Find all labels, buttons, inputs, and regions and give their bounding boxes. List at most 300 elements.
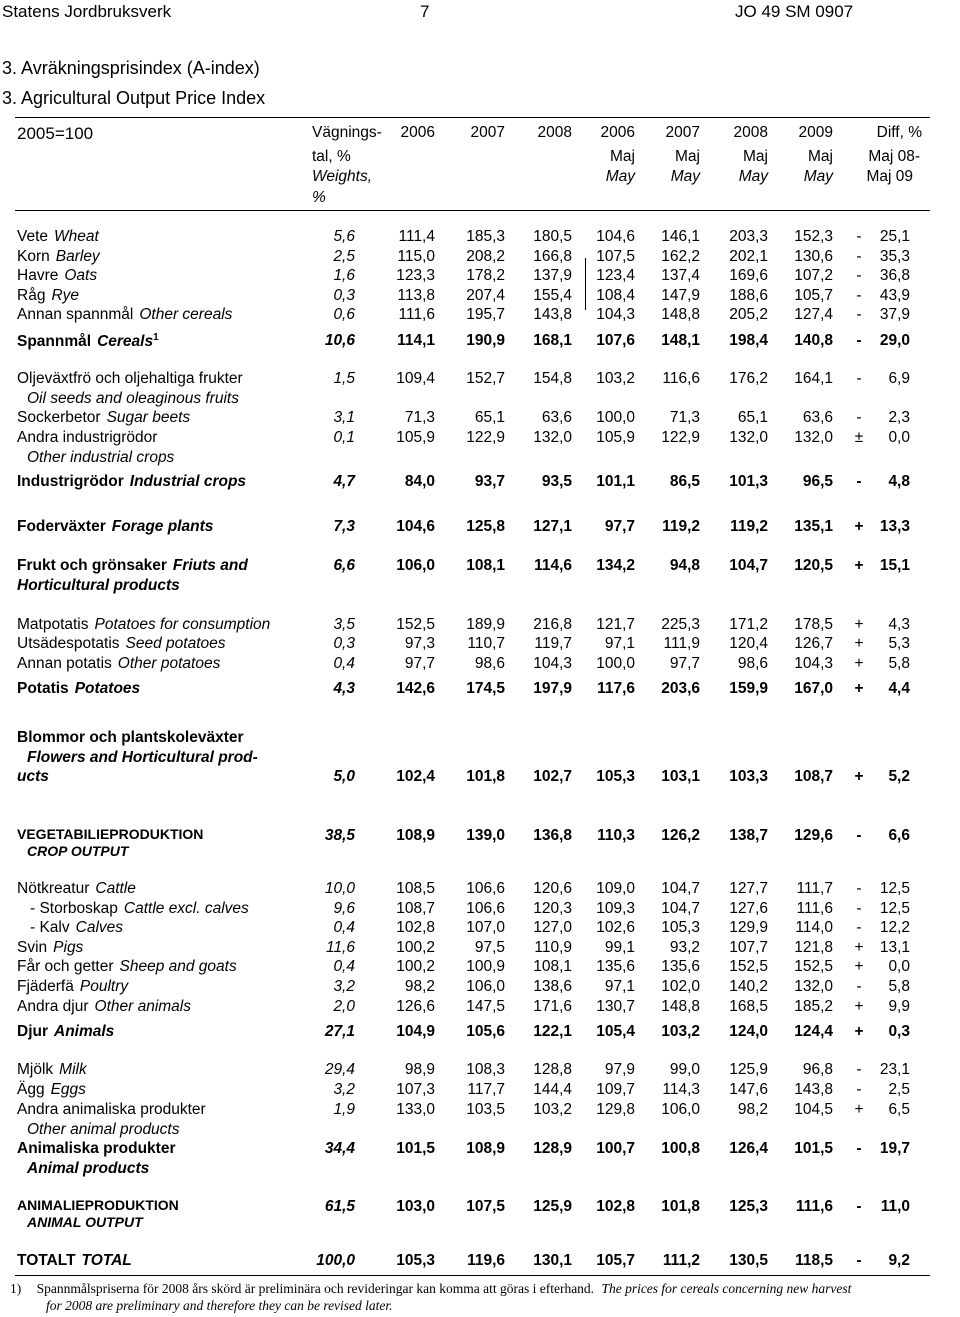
index-value: 105,3 xyxy=(396,1252,435,1269)
weight-value: 0,4 xyxy=(333,958,355,975)
row-label xyxy=(17,958,237,976)
row-label-english: Forage plants xyxy=(111,518,214,535)
index-value: 97,9 xyxy=(604,1061,635,1078)
index-value: 130,7 xyxy=(596,998,635,1015)
index-value: 118,5 xyxy=(795,1252,833,1269)
col-header-may-2007-en: May xyxy=(670,168,700,185)
row-label-swedish: - Storboskap xyxy=(30,900,118,917)
index-value: 208,2 xyxy=(466,248,505,265)
index-value: 146,1 xyxy=(661,228,700,245)
weight-value: 2,5 xyxy=(333,248,355,265)
diff-value: 2,5 xyxy=(888,1081,910,1098)
index-value: 71,3 xyxy=(404,409,435,426)
index-value: 125,9 xyxy=(729,1061,768,1078)
table-row xyxy=(0,880,960,900)
weight-value: 1,5 xyxy=(333,370,355,387)
index-value: 127,6 xyxy=(729,900,768,917)
animal-output-label-sv: ANIMALIEPRODUKTION xyxy=(17,1197,179,1213)
index-value: 108,5 xyxy=(396,880,435,897)
diff-sign: + xyxy=(854,616,864,633)
table-row xyxy=(0,900,960,920)
col-header-may-2006-en: May xyxy=(605,168,635,185)
index-value: 135,6 xyxy=(596,958,635,975)
index-value: 63,6 xyxy=(802,409,833,426)
table-header-rule xyxy=(15,210,930,211)
index-value: 111,6 xyxy=(795,1198,833,1215)
index-value: 107,7 xyxy=(729,939,768,956)
col-header-diff-l2: Maj 08- xyxy=(868,148,920,165)
index-value: 152,5 xyxy=(396,616,435,633)
row-label-swedish: Matpotatis xyxy=(17,616,89,633)
row-label xyxy=(17,518,213,536)
index-value: 116,6 xyxy=(662,370,700,387)
index-value: 107,5 xyxy=(596,248,635,265)
index-value: 132,0 xyxy=(729,429,768,446)
diff-value: 5,8 xyxy=(888,978,910,995)
footnote xyxy=(10,1281,851,1297)
index-value: 111,4 xyxy=(398,228,435,245)
row-label-english-line2: Other animal products xyxy=(27,1121,180,1138)
index-value: 103,2 xyxy=(661,1023,700,1040)
index-value: 100,7 xyxy=(596,1140,635,1157)
index-value: 114,0 xyxy=(795,919,833,936)
diff-sign: - xyxy=(856,1198,862,1215)
table-row xyxy=(0,306,960,326)
index-value: 102,0 xyxy=(661,978,700,995)
row-label xyxy=(17,409,190,427)
row-label-english: Rye xyxy=(51,287,80,304)
weight-value: 29,4 xyxy=(324,1061,355,1078)
diff-sign: - xyxy=(856,1252,862,1269)
diff-value: 43,9 xyxy=(879,287,910,304)
col-header-may-2009-sv: Maj xyxy=(808,148,833,165)
index-value: 104,6 xyxy=(396,518,435,535)
index-value: 174,5 xyxy=(466,680,505,697)
row-label xyxy=(17,655,220,673)
table-row xyxy=(0,939,960,959)
index-value: 132,0 xyxy=(794,429,833,446)
table-top-rule xyxy=(15,117,930,118)
diff-value: 12,5 xyxy=(879,880,910,897)
row-label xyxy=(17,1023,114,1041)
weight-value: 2,0 xyxy=(333,998,355,1015)
index-value: 143,8 xyxy=(533,306,572,323)
row-label-swedish: TOTALT xyxy=(17,1252,76,1269)
diff-sign: - xyxy=(856,978,862,995)
index-value: 134,2 xyxy=(596,557,635,574)
index-value: 137,4 xyxy=(661,267,700,284)
index-value: 105,7 xyxy=(596,1252,635,1269)
table-row xyxy=(0,429,960,466)
row-label-english: Calves xyxy=(75,919,124,936)
index-value: 103,0 xyxy=(396,1198,435,1215)
weight-value: 3,1 xyxy=(333,409,355,426)
index-value: 97,1 xyxy=(604,635,635,652)
index-value: 114,3 xyxy=(662,1081,700,1098)
table-row xyxy=(0,680,960,700)
index-value: 129,9 xyxy=(729,919,768,936)
index-value: 71,3 xyxy=(669,409,700,426)
index-value: 100,2 xyxy=(396,939,435,956)
index-value: 109,3 xyxy=(596,900,635,917)
page-header-left: Statens Jordbruksverk xyxy=(2,2,172,21)
index-value: 107,5 xyxy=(466,1198,505,1215)
index-value: 104,5 xyxy=(794,1101,833,1118)
row-label-swedish: Frukt och grönsaker xyxy=(17,557,167,574)
index-value: 121,8 xyxy=(794,939,833,956)
index-value: 105,4 xyxy=(596,1023,635,1040)
diff-sign: - xyxy=(856,473,862,490)
weight-value: 0,3 xyxy=(333,287,355,304)
table-row xyxy=(0,616,960,636)
diff-value: 0,0 xyxy=(888,958,910,975)
flowers-label-en-l1: Flowers and Horticultural prod- xyxy=(27,749,258,766)
row-label-swedish: Oljeväxtfrö och oljehaltiga frukter xyxy=(17,370,243,387)
col-header-2008: 2008 xyxy=(537,124,572,141)
index-value: 125,9 xyxy=(533,1198,572,1215)
weights-header-l3: Weights, xyxy=(312,168,373,185)
index-value: 97,3 xyxy=(404,635,435,652)
index-value: 135,1 xyxy=(794,518,833,535)
row-label-english: TOTAL xyxy=(81,1252,132,1269)
index-value: 106,0 xyxy=(661,1101,700,1118)
weight-value: 6,6 xyxy=(333,557,355,574)
col-header-may-2008-year: 2008 xyxy=(733,124,768,141)
index-value: 107,0 xyxy=(466,919,505,936)
index-value: 119,6 xyxy=(467,1252,505,1269)
index-value: 159,9 xyxy=(729,680,768,697)
row-label-swedish: Korn xyxy=(17,248,50,265)
index-value: 188,6 xyxy=(729,287,768,304)
index-value: 108,9 xyxy=(466,1140,505,1157)
table-row xyxy=(0,287,960,307)
index-value: 152,7 xyxy=(466,370,505,387)
base-label: 2005=100 xyxy=(17,124,94,143)
row-label-swedish: Sockerbetor xyxy=(17,409,101,426)
diff-value: 23,1 xyxy=(879,1061,910,1078)
row-label-english: Oats xyxy=(64,267,98,284)
index-value: 100,8 xyxy=(661,1140,700,1157)
index-value: 106,0 xyxy=(396,557,435,574)
index-value: 114,1 xyxy=(397,332,435,349)
index-value: 139,0 xyxy=(466,827,505,844)
index-value: 127,7 xyxy=(729,880,768,897)
index-value: 107,3 xyxy=(396,1081,435,1098)
index-value: 152,5 xyxy=(794,958,833,975)
weight-value: 61,5 xyxy=(324,1198,355,1215)
row-label-english: Seed potatoes xyxy=(125,635,226,652)
index-value: 101,5 xyxy=(396,1140,435,1157)
index-value: 100,0 xyxy=(596,409,635,426)
row-label-swedish: Fjäderfä xyxy=(17,978,74,995)
index-value: 94,8 xyxy=(669,557,700,574)
index-value: 167,0 xyxy=(794,680,833,697)
index-value: 127,0 xyxy=(533,919,572,936)
diff-sign: - xyxy=(856,409,862,426)
index-value: 102,8 xyxy=(396,919,435,936)
table-row xyxy=(0,370,960,407)
index-value: 203,3 xyxy=(729,228,768,245)
page-number: 7 xyxy=(420,2,430,21)
row-label-swedish: Spannmål xyxy=(17,333,92,351)
index-value: 108,4 xyxy=(596,287,635,304)
row-label xyxy=(17,635,226,653)
index-value: 107,2 xyxy=(794,267,833,284)
row-label-english: Sugar beets xyxy=(106,409,191,426)
diff-sign: - xyxy=(856,1061,862,1078)
row-label-swedish: Ägg xyxy=(17,1081,45,1098)
index-value: 110,7 xyxy=(467,635,505,652)
row-label-english: Potatoes xyxy=(74,680,141,697)
weight-value: 100,0 xyxy=(316,1252,355,1269)
row-label xyxy=(17,248,100,266)
index-value: 105,7 xyxy=(794,287,833,304)
row-label-english-line2: Oil seeds and oleaginous fruits xyxy=(27,390,239,407)
diff-value: 9,9 xyxy=(888,998,910,1015)
index-value: 110,3 xyxy=(597,827,635,844)
index-value: 122,9 xyxy=(466,429,505,446)
col-header-may-2007-sv: Maj xyxy=(675,148,700,165)
index-value: 96,5 xyxy=(802,473,833,490)
row-label-english-line2: Animal products xyxy=(27,1160,150,1177)
diff-sign: - xyxy=(856,332,862,349)
index-value: 108,7 xyxy=(396,900,435,917)
weight-value: 10,0 xyxy=(324,880,355,897)
title-english: 3. Agricultural Output Price Index xyxy=(2,88,266,108)
col-header-may-2008-en: May xyxy=(738,168,768,185)
index-value: 176,2 xyxy=(729,370,768,387)
row-label-swedish: Mjölk xyxy=(17,1061,54,1078)
index-value: 63,6 xyxy=(541,409,572,426)
diff-sign: + xyxy=(854,635,864,652)
index-value: 98,9 xyxy=(404,1061,435,1078)
index-value: 102,4 xyxy=(396,768,435,785)
table-row xyxy=(0,655,960,675)
row-label xyxy=(17,473,246,491)
row-label xyxy=(17,1140,176,1158)
index-value: 147,9 xyxy=(661,287,700,304)
weight-value: 3,5 xyxy=(333,616,355,633)
index-value: 148,1 xyxy=(661,332,700,349)
index-value: 102,8 xyxy=(596,1198,635,1215)
diff-sign: + xyxy=(854,1101,864,1118)
col-header-diff-l3: Maj 09 xyxy=(866,168,913,185)
row-label-swedish: Havre xyxy=(17,267,59,284)
row-label xyxy=(17,1061,87,1079)
weight-value: 3,2 xyxy=(333,978,355,995)
diff-sign: - xyxy=(856,228,862,245)
row-label-english-line2: Horticultural products xyxy=(17,577,180,594)
index-value: 119,7 xyxy=(534,635,572,652)
row-label xyxy=(17,287,79,305)
col-header-may-2006-year: 2006 xyxy=(600,124,635,141)
diff-value: 6,6 xyxy=(888,827,910,844)
index-value: 143,8 xyxy=(794,1081,833,1098)
diff-value: 11,0 xyxy=(880,1198,910,1215)
diff-sign: + xyxy=(854,557,864,574)
row-label xyxy=(17,680,140,698)
index-value: 202,1 xyxy=(729,248,768,265)
diff-sign: + xyxy=(854,655,864,672)
footnote-swedish: Spannmålspriserna för 2008 års skörd är preliminära och revideringar kan komma att göras i efterhand. xyxy=(36,1281,595,1296)
index-value: 104,7 xyxy=(661,880,700,897)
table-row xyxy=(0,248,960,268)
index-value: 125,3 xyxy=(729,1198,768,1215)
table-bottom-rule xyxy=(15,1275,930,1276)
index-value: 105,3 xyxy=(661,919,700,936)
index-value: 65,1 xyxy=(474,409,505,426)
index-value: 109,4 xyxy=(396,370,435,387)
index-value: 106,0 xyxy=(466,978,505,995)
row-label-swedish: Annan spannmål xyxy=(17,306,134,323)
diff-value: 12,5 xyxy=(879,900,910,917)
index-value: 154,8 xyxy=(533,370,572,387)
index-value: 152,3 xyxy=(794,228,833,245)
index-value: 123,4 xyxy=(596,267,635,284)
index-value: 120,3 xyxy=(533,900,572,917)
weight-value: 5,0 xyxy=(333,768,355,785)
row-label-english: Potatoes for consumption xyxy=(94,616,271,633)
table-row xyxy=(0,919,960,939)
diff-value: 4,4 xyxy=(888,680,910,697)
index-value: 124,0 xyxy=(729,1023,768,1040)
index-value: 98,6 xyxy=(474,655,505,672)
diff-value: 5,8 xyxy=(888,655,910,672)
index-value: 111,2 xyxy=(662,1252,700,1269)
index-value: 124,4 xyxy=(794,1023,833,1040)
index-value: 106,6 xyxy=(466,900,505,917)
crop-output-label-en: CROP OUTPUT xyxy=(27,843,129,859)
diff-value: 13,1 xyxy=(879,939,910,956)
diff-value: 35,3 xyxy=(879,248,910,265)
index-value: 185,2 xyxy=(794,998,833,1015)
index-value: 126,4 xyxy=(729,1140,768,1157)
flowers-label-en-l2: ucts xyxy=(17,768,49,785)
row-label-english: Eggs xyxy=(50,1081,86,1098)
index-value: 110,9 xyxy=(534,939,572,956)
index-value: 152,5 xyxy=(729,958,768,975)
index-value: 104,3 xyxy=(794,655,833,672)
row-label xyxy=(17,1252,132,1270)
col-header-may-2008-sv: Maj xyxy=(743,148,768,165)
table-row xyxy=(0,518,960,538)
diff-sign: - xyxy=(856,900,862,917)
index-value: 122,1 xyxy=(533,1023,572,1040)
index-value: 93,2 xyxy=(669,939,700,956)
index-value: 121,7 xyxy=(596,616,635,633)
diff-sign: ± xyxy=(854,429,864,446)
weight-value: 4,7 xyxy=(333,473,355,490)
index-value: 104,7 xyxy=(729,557,768,574)
table-row xyxy=(0,409,960,429)
row-label-english: Wheat xyxy=(54,228,99,245)
index-value: 114,6 xyxy=(534,557,572,574)
index-value: 162,2 xyxy=(661,248,700,265)
index-value: 93,7 xyxy=(474,473,505,490)
index-value: 123,3 xyxy=(396,267,435,284)
index-value: 105,9 xyxy=(396,429,435,446)
row-label-english: Cereals xyxy=(97,333,154,351)
index-value: 130,1 xyxy=(533,1252,572,1269)
row-label-swedish: Andra animaliska produkter xyxy=(17,1101,206,1118)
index-value: 169,6 xyxy=(729,267,768,284)
index-value: 101,8 xyxy=(466,768,505,785)
index-value: 100,2 xyxy=(396,958,435,975)
index-value: 108,3 xyxy=(466,1061,505,1078)
index-value: 164,1 xyxy=(794,370,833,387)
index-value: 138,7 xyxy=(729,827,768,844)
col-header-may-2007-year: 2007 xyxy=(665,124,700,141)
index-value: 98,6 xyxy=(737,655,768,672)
index-value: 97,7 xyxy=(404,655,435,672)
weight-value: 4,3 xyxy=(333,680,355,697)
row-label-swedish: - Kalv xyxy=(30,919,70,936)
index-value: 132,0 xyxy=(533,429,572,446)
index-value: 130,5 xyxy=(729,1252,768,1269)
diff-sign: + xyxy=(854,998,864,1015)
weight-value: 11,6 xyxy=(325,939,355,956)
index-value: 108,7 xyxy=(794,768,833,785)
index-value: 108,1 xyxy=(466,557,505,574)
weights-header-l1: Vägnings- xyxy=(312,124,382,141)
diff-value: 0,0 xyxy=(888,429,910,446)
col-header-2007: 2007 xyxy=(470,124,505,141)
row-label xyxy=(17,267,97,285)
table-row xyxy=(0,332,960,352)
row-label-swedish: Djur xyxy=(17,1023,48,1040)
diff-sign: + xyxy=(854,768,864,785)
index-value: 195,7 xyxy=(466,306,505,323)
diff-sign: - xyxy=(856,1081,862,1098)
index-value: 126,2 xyxy=(661,827,700,844)
diff-value: 0,3 xyxy=(888,1023,910,1040)
index-value: 103,5 xyxy=(466,1101,505,1118)
weight-value: 0,1 xyxy=(333,429,355,446)
index-value: 103,2 xyxy=(533,1101,572,1118)
index-value: 216,8 xyxy=(533,616,572,633)
table-row xyxy=(0,1061,960,1081)
index-value: 101,5 xyxy=(794,1140,833,1157)
diff-sign: + xyxy=(854,1023,864,1040)
index-value: 98,2 xyxy=(404,978,435,995)
diff-sign: - xyxy=(856,880,862,897)
table-row xyxy=(0,1101,960,1138)
row-label xyxy=(17,880,136,898)
row-label-english: Cattle excl. calves xyxy=(123,900,249,917)
index-value: 125,8 xyxy=(466,518,505,535)
index-value: 102,6 xyxy=(596,919,635,936)
table-row xyxy=(0,473,960,493)
title-swedish: 3. Avräkningsprisindex (A-index) xyxy=(2,58,260,78)
index-value: 100,0 xyxy=(596,655,635,672)
weight-value: 0,4 xyxy=(333,655,355,672)
diff-sign: - xyxy=(856,267,862,284)
diff-sign: + xyxy=(854,680,864,697)
index-value: 148,8 xyxy=(661,306,700,323)
row-label-swedish: Annan potatis xyxy=(17,655,112,672)
index-value: 168,1 xyxy=(533,332,572,349)
index-value: 128,8 xyxy=(533,1061,572,1078)
index-value: 127,4 xyxy=(794,306,833,323)
index-value: 115,0 xyxy=(397,248,435,265)
index-value: 126,6 xyxy=(396,998,435,1015)
index-value: 108,1 xyxy=(533,958,572,975)
table-row xyxy=(0,1252,960,1272)
diff-sign: + xyxy=(854,958,864,975)
index-value: 135,6 xyxy=(661,958,700,975)
index-value: 138,6 xyxy=(533,978,572,995)
row-label xyxy=(17,1081,86,1099)
